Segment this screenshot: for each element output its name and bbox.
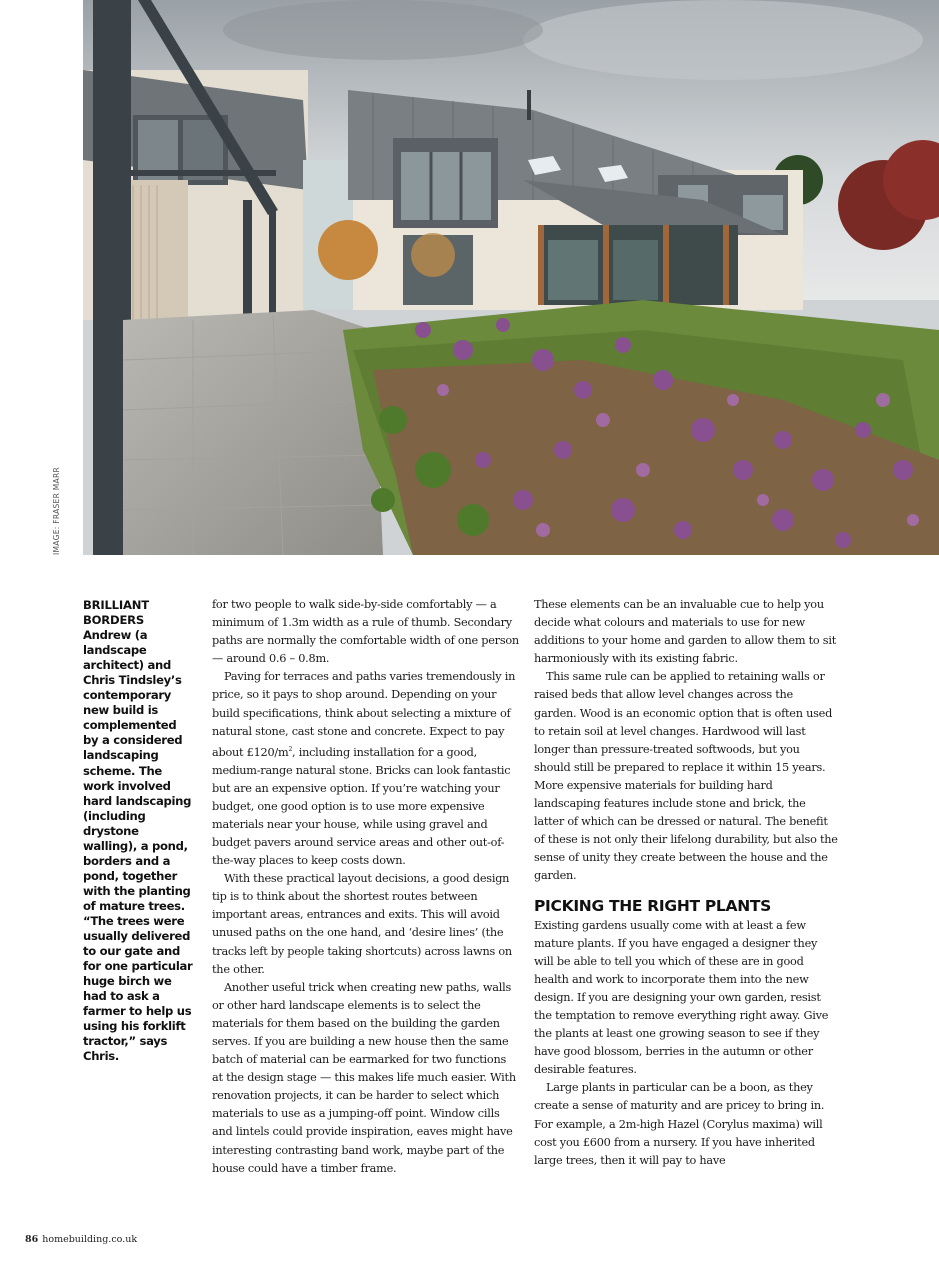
paragraph: Large plants in particular can be a boon, as they create a sense of maturity and are pricey to bring in. For example, a 2m-high Hazel (Corylus maxima) will cost you £600 from a nursery. If you have inherited large trees, then it will pay to have (534, 1081, 825, 1167)
article-column-2 (534, 596, 838, 1170)
image-credit: IMAGE: FRASER MARR (52, 466, 61, 555)
paragraph: for two people to walk side-by-side comfortably — a minimum of 1.3m width as a rule of thumb. Secondary paths are normally the comfortable width of one person — around 0.6 – 0.8m. (212, 598, 519, 666)
paragraph-text: , including installation for a good, medium-range natural stone. Bricks can look fantastic but are an expensive option. If you’re watching your budget, one good option is to use more expensive materials near your house, while using gravel and budget pavers around service areas and other out-of-the-way places to keep costs down. (212, 745, 511, 868)
section-heading: PICKING THE RIGHT PLANTS (534, 896, 772, 915)
page-number: 86 (25, 1234, 39, 1245)
site-url: homebuilding.co.uk (42, 1234, 138, 1245)
paragraph: Existing gardens usually come with at least a few mature plants. If you have engaged a designer they will be able to tell you which of these are in good health and work to incorporate them into the new design. If you are designing your own garden, resist the temptation to remove everything right away. Give the plants at least one growing season to see if they have good blossom, berries in the autumn or other desirable features. (534, 918, 829, 1077)
caption-title: BRILLIANT BORDERS (83, 598, 149, 628)
hero-photo (83, 0, 939, 555)
superscript: 2 (288, 745, 293, 753)
paragraph-text: Paving for terraces and paths varies tremendously in price, so it pays to shop around. Depending on your build specifications, think about selecting a mixture of natural stone, cast stone and concrete. Expect to pay about £120/m (212, 670, 516, 759)
paragraph (212, 668, 520, 870)
paragraph: This same rule can be applied to retaining walls or raised beds that allow level changes across the garden. Wood is an economic option that is often used to retain soil at level changes. Hardwood will last longer than pressure-treated softwoods, but you should still be prepared to replace it within 15 years. More expensive materials for building hard landscaping features include stone and brick, the latter of which can be dressed or natural. The benefit of these is not only their lifelong durability, but also the sense of unity they create between the house and the garden. (534, 670, 838, 883)
house-garden-illustration (83, 0, 939, 555)
page-footer (25, 1234, 137, 1245)
paragraph: With these practical layout decisions, a good design tip is to think about the shortest routes between important areas, entrances and exits. This will avoid unused paths on the one hand, and ‘desire lines’ (the tracks left by people taking shortcuts) across lawns on the other. (212, 872, 512, 976)
paragraph: Another useful trick when creating new paths, walls or other hard landscape elements is to select the materials for them based on the building the garden serves. If you are building a new house then the same batch of material can be earmarked for two functions at the design stage — this makes life much easier. With renovation projects, it can be harder to select which materials to use as a jumping-off point. Window cills and lintels could provide inspiration, eaves might have interesting contrasting band work, maybe part of the house could have a timber frame. (212, 980, 516, 1175)
article-column-1 (212, 596, 520, 1178)
paragraph: These elements can be an invaluable cue to help you decide what colours and materials to use for new additions to your home and garden to allow them to sit harmoniously with its existing fabric. (534, 598, 837, 666)
caption-body: Andrew (a landscape architect) and Chris Tindsley’s contemporary new build is complemented by a considered landscaping scheme. The work involved hard landscaping (including drystone walling), a pond, borders and a pond, together with the planting of mature trees. “The trees were usually delivered to our gate and for one particular huge birch we had to ask a farmer to help us using his forklift tractor,” says Chris. (83, 628, 193, 1064)
photo-caption (83, 598, 195, 1064)
